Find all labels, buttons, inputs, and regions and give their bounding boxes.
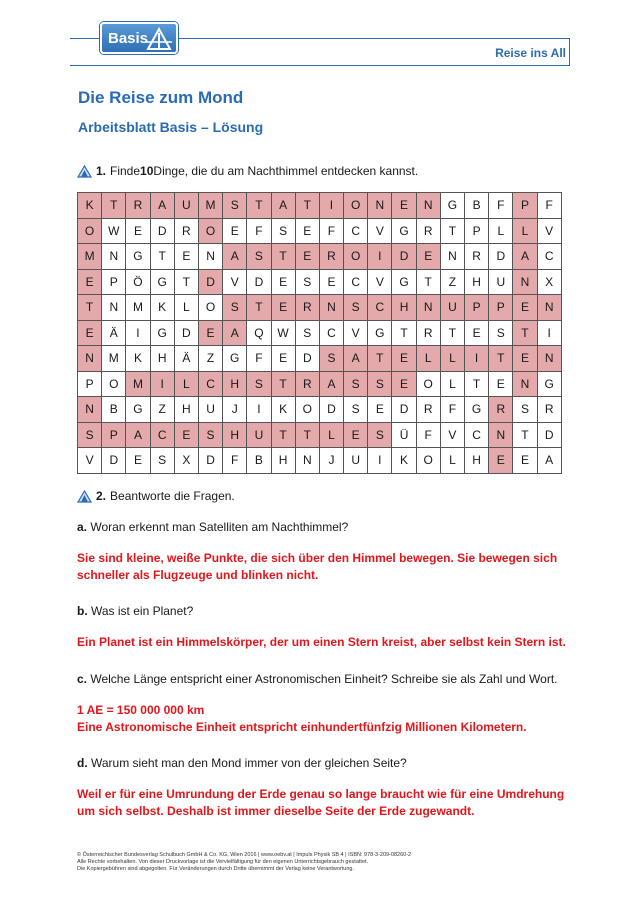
grid-cell: C [150,422,174,448]
grid-cell: E [368,397,392,423]
grid-cell: E [513,295,537,321]
grid-cell: P [465,295,489,321]
grid-cell: I [368,244,392,270]
page-title: Die Reise zum Mond [78,88,244,107]
grid-cell: T [295,193,319,219]
copyright-footer: © Österreichischer Bundesverlag Schulbuch GmbH & Co. KG, Wien 2016 | www.oebv.at | Impuls Physik SB 4 | ISBN: 978-3-209-08260-2 Alle Rechte vorbehalten. Von dieser Druckvorlage ist die Vervielfältigung für den eigenen Unterrichtsgebrauch gestattet. Die Kopiergebühren sind abgegolten. Für Veränderungen durch Dritte übernimmt der Verlag keine Verantwortung. [77,852,412,872]
grid-cell: T [247,193,271,219]
grid-cell: M [78,244,102,270]
grid-cell: W [271,320,295,346]
grid-cell: R [174,218,198,244]
grid-cell: A [344,346,368,372]
grid-cell: N [537,295,561,321]
grid-cell: H [150,346,174,372]
grid-cell: E [78,320,102,346]
task-2-number: 2. [96,489,107,503]
grid-cell: B [465,193,489,219]
grid-cell: O [198,218,222,244]
grid-cell: L [174,295,198,321]
grid-cell: G [537,371,561,397]
grid-cell: R [416,320,440,346]
grid-cell: F [537,193,561,219]
grid-cell: F [319,218,343,244]
grid-cell: M [126,295,150,321]
grid-row [78,193,562,219]
grid-cell: N [319,295,343,321]
grid-cell: E [344,422,368,448]
question-b: b. Was ist ein Planet? [77,604,194,618]
grid-cell: S [78,422,102,448]
grid-cell: M [126,371,150,397]
grid-cell: K [271,397,295,423]
grid-cell: G [392,269,416,295]
task-1 [77,164,418,178]
grid-cell: T [513,422,537,448]
grid-cell: N [368,193,392,219]
grid-cell: L [440,448,464,474]
grid-cell: D [102,448,126,474]
grid-cell: F [223,448,247,474]
grid-cell: G [126,244,150,270]
grid-cell: U [489,269,513,295]
grid-cell: G [126,397,150,423]
grid-cell: C [465,422,489,448]
grid-cell: D [174,320,198,346]
grid-cell: E [174,244,198,270]
basis-logo [100,22,178,54]
grid-row [78,218,562,244]
grid-cell: I [465,346,489,372]
grid-cell: T [440,218,464,244]
grid-cell: G [465,397,489,423]
grid-cell: E [416,244,440,270]
grid-cell: S [247,244,271,270]
grid-cell: S [344,397,368,423]
grid-cell: J [319,448,343,474]
question-a: a. Woran erkennt man Satelliten am Nachthimmel? [77,520,349,534]
grid-cell: F [247,218,271,244]
grid-cell: D [198,269,222,295]
grid-cell: A [537,448,561,474]
grid-cell: G [150,320,174,346]
grid-cell: D [319,397,343,423]
grid-cell: E [271,269,295,295]
logo-text: Basis [108,30,149,47]
grid-cell: M [198,193,222,219]
grid-cell: P [78,371,102,397]
grid-cell: N [416,295,440,321]
grid-cell: F [489,193,513,219]
question-d: d. Warum sieht man den Mond immer von der gleichen Seite? [77,756,407,770]
grid-cell: G [440,193,464,219]
grid-cell: N [489,422,513,448]
grid-cell: T [513,320,537,346]
grid-cell: N [78,397,102,423]
grid-cell: L [416,346,440,372]
grid-cell: R [489,397,513,423]
grid-cell: V [78,448,102,474]
grid-cell: E [465,320,489,346]
grid-cell: S [344,371,368,397]
grid-cell: L [174,371,198,397]
grid-cell: O [295,397,319,423]
grid-cell: N [78,346,102,372]
grid-cell: N [513,371,537,397]
grid-cell: X [537,269,561,295]
grid-cell: S [223,295,247,321]
grid-cell: C [368,295,392,321]
grid-cell: G [392,218,416,244]
grid-cell: S [489,320,513,346]
grid-cell: E [198,320,222,346]
grid-cell: N [198,244,222,270]
grid-cell: S [198,422,222,448]
task-1-count: 10 [140,164,154,178]
grid-cell: T [78,295,102,321]
grid-cell: B [247,448,271,474]
grid-cell: T [102,193,126,219]
grid-cell: E [126,448,150,474]
level-triangle-icon [77,490,92,503]
grid-cell: Ö [126,269,150,295]
grid-cell: C [198,371,222,397]
grid-cell: N [416,193,440,219]
grid-cell: R [319,244,343,270]
grid-cell: N [537,346,561,372]
task-2 [77,489,235,503]
grid-cell: N [102,244,126,270]
task-1-number: 1. [96,164,107,178]
grid-row [78,244,562,270]
grid-cell: E [295,244,319,270]
grid-cell: Z [440,269,464,295]
grid-cell: P [489,295,513,321]
grid-cell: T [150,244,174,270]
task-1-text-post: Dinge, die du am Nachthimmel entdecken kannst. [153,164,419,178]
grid-cell: K [150,295,174,321]
grid-cell: R [416,218,440,244]
grid-cell: P [102,269,126,295]
grid-cell: T [271,244,295,270]
grid-cell: H [174,397,198,423]
grid-cell: T [247,295,271,321]
grid-cell: I [537,320,561,346]
grid-cell: R [295,371,319,397]
grid-cell: U [440,295,464,321]
answer-c: 1 AE = 150 000 000 km Eine Astronomische Einheit entspricht einhundertfünfzig Millionen Kilometern. [77,703,527,734]
grid-cell: A [150,193,174,219]
word-search-grid [77,192,562,474]
grid-cell: F [440,397,464,423]
grid-cell: B [102,397,126,423]
grid-cell: Ü [392,422,416,448]
grid-cell: U [247,422,271,448]
grid-cell: T [368,346,392,372]
level-triangle-icon [77,165,92,178]
grid-cell: D [392,244,416,270]
grid-cell: A [223,320,247,346]
grid-row [78,320,562,346]
grid-cell: T [416,269,440,295]
grid-cell: I [368,448,392,474]
grid-cell: S [368,422,392,448]
grid-cell: C [344,218,368,244]
grid-cell: A [513,244,537,270]
answer-d: Weil er für eine Umrundung der Erde genau so lange braucht wie für eine Umdrehung um sich selbst. Deshalb ist immer dieselbe Seite der Erde zugewandt. [77,787,565,818]
grid-cell: J [223,397,247,423]
grid-cell: E [513,448,537,474]
grid-cell: S [271,218,295,244]
grid-cell: F [247,346,271,372]
grid-cell: H [223,371,247,397]
grid-cell: L [440,371,464,397]
grid-cell: Z [198,346,222,372]
grid-cell: K [392,448,416,474]
grid-row [78,346,562,372]
grid-cell: H [271,448,295,474]
grid-cell: C [537,244,561,270]
grid-cell: O [198,295,222,321]
answer-b: Ein Planet ist ein Himmelskörper, der um einen Stern kreist, aber selbst kein Stern ist. [77,635,566,649]
grid-cell: R [465,244,489,270]
grid-cell: H [465,448,489,474]
grid-cell: E [271,346,295,372]
grid-cell: O [344,244,368,270]
grid-cell: O [102,371,126,397]
grid-cell: T [271,422,295,448]
triangle-logo-icon [146,27,172,51]
grid-cell: V [537,218,561,244]
grid-row [78,397,562,423]
grid-cell: S [368,371,392,397]
grid-cell: E [392,193,416,219]
grid-cell: S [150,448,174,474]
grid-cell: L [489,218,513,244]
grid-cell: E [489,448,513,474]
grid-row [78,269,562,295]
grid-cell: P [465,218,489,244]
grid-row [78,448,562,474]
grid-cell: T [465,371,489,397]
grid-cell: D [150,218,174,244]
grid-cell: V [368,218,392,244]
grid-cell: C [319,320,343,346]
grid-cell: V [344,320,368,346]
grid-cell: E [126,218,150,244]
grid-cell: R [295,295,319,321]
grid-cell: K [126,346,150,372]
grid-cell: U [344,448,368,474]
grid-row [78,371,562,397]
grid-cell: E [489,371,513,397]
grid-cell: N [513,269,537,295]
grid-cell: R [416,397,440,423]
grid-cell: I [126,320,150,346]
grid-cell: G [150,269,174,295]
grid-cell: I [247,397,271,423]
grid-cell: E [174,422,198,448]
grid-cell: S [295,269,319,295]
grid-cell: O [416,371,440,397]
grid-row [78,295,562,321]
grid-cell: T [392,320,416,346]
grid-cell: O [78,218,102,244]
grid-cell: O [344,193,368,219]
grid-cell: S [319,346,343,372]
grid-cell: K [78,193,102,219]
grid-cell: M [102,346,126,372]
grid-cell: V [223,269,247,295]
grid-cell: T [271,371,295,397]
grid-cell: E [271,295,295,321]
grid-cell: S [295,320,319,346]
grid-cell: H [392,295,416,321]
grid-cell: E [319,269,343,295]
grid-cell: R [537,397,561,423]
grid-cell: S [247,371,271,397]
grid-cell: P [102,422,126,448]
grid-cell: N [295,448,319,474]
grid-cell: Ä [174,346,198,372]
grid-cell: S [223,193,247,219]
grid-cell: N [440,244,464,270]
section-title: Reise ins All [495,46,566,60]
grid-cell: N [102,295,126,321]
grid-cell: A [126,422,150,448]
grid-cell: E [223,218,247,244]
grid-cell: H [223,422,247,448]
grid-cell: Z [150,397,174,423]
grid-cell: D [247,269,271,295]
grid-cell: C [344,269,368,295]
grid-cell: T [174,269,198,295]
grid-cell: D [295,346,319,372]
grid-cell: U [174,193,198,219]
grid-cell: G [223,346,247,372]
grid-cell: D [537,422,561,448]
grid-cell: E [513,346,537,372]
grid-cell: F [416,422,440,448]
grid-cell: Ä [102,320,126,346]
grid-cell: T [440,320,464,346]
page-subtitle: Arbeitsblatt Basis – Lösung [78,119,264,135]
grid-cell: V [368,269,392,295]
grid-cell: S [513,397,537,423]
grid-cell: G [368,320,392,346]
grid-cell: W [102,218,126,244]
answer-a: Sie sind kleine, weiße Punkte, die sich über den Himmel bewegen. Sie bewegen sich schneller als Flugzeuge und blinken nicht. [77,551,558,582]
grid-cell: T [489,346,513,372]
grid-cell: S [344,295,368,321]
grid-cell: U [198,397,222,423]
grid-cell: I [150,371,174,397]
grid-cell: A [319,371,343,397]
grid-cell: E [295,218,319,244]
grid-cell: L [319,422,343,448]
question-c: c. Welche Länge entspricht einer Astronomischen Einheit? Schreibe sie als Zahl und Wort. [77,672,558,686]
grid-cell: T [295,422,319,448]
grid-cell: P [513,193,537,219]
grid-cell: L [513,218,537,244]
grid-row [78,422,562,448]
grid-cell: A [223,244,247,270]
grid-cell: V [440,422,464,448]
grid-cell: E [78,269,102,295]
grid-cell: X [174,448,198,474]
grid-cell: A [271,193,295,219]
task-1-text-pre: Finde [110,164,141,178]
grid-cell: L [440,346,464,372]
grid-cell: D [198,448,222,474]
grid-cell: Q [247,320,271,346]
grid-cell: D [489,244,513,270]
grid-cell: E [392,346,416,372]
grid-cell: R [126,193,150,219]
grid-cell: D [392,397,416,423]
task-2-text: Beantworte die Fragen. [110,489,235,503]
grid-cell: I [319,193,343,219]
grid-cell: E [392,371,416,397]
grid-cell: H [465,269,489,295]
grid-cell: O [416,448,440,474]
